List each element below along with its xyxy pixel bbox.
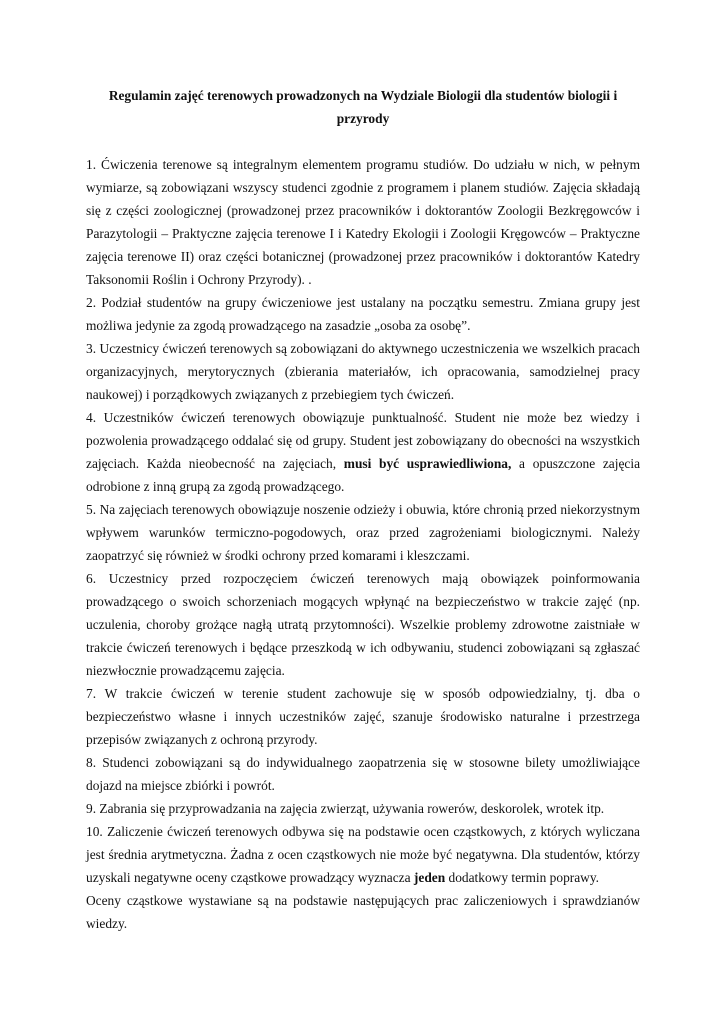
- paragraph-7: 7. W trakcie ćwiczeń w terenie student zachowuje się w sposób odpowiedzialny, tj. dba o bezpieczeństwo własne i innych uczestników zajęć, szanuje środowisko naturalne i przestrzega przepisów związanych z ochroną przyrody.: [86, 686, 640, 747]
- document-title: [86, 84, 640, 130]
- title-line-2: przyrody: [336, 111, 390, 126]
- paragraph-5: 5. Na zajęciach terenowych obowiązuje noszenie odzieży i obuwia, które chronią przed niekorzystnym wpływem warunków termiczno-pogodowych, oraz przed zagrożeniami biologicznymi. Należy zaopatrzyć się również w środki ochrony przed komarami i kleszczami.: [86, 502, 640, 563]
- paragraph-8: 8. Studenci zobowiązani są do indywidualnego zaopatrzenia się w stosowne bilety umożliwiające dojazd na miejsce zbiórki i powrót.: [86, 755, 640, 793]
- paragraph-10-text-end: dodatkowy termin poprawy.: [445, 870, 600, 885]
- paragraph-4-text-start: 4. Uczestników ćwiczeń terenowych obowiązuje punktualność. Student nie może bez wiedzy i pozwolenia prowadzącego oddalać się od grupy. Student jest zobowiązany do obecności na wszystkich zajęciach. Każda nieobecność na zajęciach,: [86, 410, 640, 471]
- paragraph-11: Oceny cząstkowe wystawiane są na podstawie następujących prac zaliczeniowych i sprawdzianów wiedzy.: [86, 893, 640, 931]
- paragraph-4-emphasis: musi być usprawiedliwiona,: [343, 456, 512, 471]
- paragraph-10: [86, 820, 640, 889]
- paragraph-9: 9. Zabrania się przyprowadzania na zajęcia zwierząt, używania rowerów, deskorolek, wrotek itp.: [86, 801, 605, 816]
- paragraph-4-text-end: a opuszczone zajęcia odrobione z inną grupą za zgodą prowadzącego.: [86, 456, 641, 494]
- paragraph-4: [86, 406, 640, 498]
- paragraph-3: 3. Uczestnicy ćwiczeń terenowych są zobowiązani do aktywnego uczestniczenia we wszelkich pracach organizacyjnych, merytorycznych (zbierania materiałów, ich opracowania, samodzielnej pracy naukowej) i porządkowych związanych z przebiegiem tych ćwiczeń.: [86, 341, 640, 402]
- paragraph-10-emphasis: jeden: [413, 870, 446, 885]
- paragraph-2: 2. Podział studentów na grupy ćwiczeniowe jest ustalany na początku semestru. Zmiana grupy jest możliwa jedynie za zgodą prowadzącego na zasadzie „osoba za osobę”.: [86, 295, 640, 333]
- paragraph-1: 1. Ćwiczenia terenowe są integralnym elementem programu studiów. Do udziału w nich, w pełnym wymiarze, są zobowiązani wszyscy studenci zgodnie z programem i planem studiów. Zajęcia składają się z części zoologicznej (prowadzonej przez pracowników i doktorantów Zoologii Bezkręgowców i Parazytologii – Praktyczne zajęcia terenowe I i Katedry Ekologii i Zoologii Kręgowców – Praktyczne zajęcia terenowe II) oraz części botanicznej (prowadzonej przez pracowników i doktorantów Katedry Taksonomii Roślin i Ochrony Przyrody). .: [86, 157, 640, 287]
- title-line-1: Regulamin zajęć terenowych prowadzonych na Wydziale Biologii dla studentów biologii i: [108, 88, 618, 103]
- paragraph-10-text-start: 10. Zaliczenie ćwiczeń terenowych odbywa się na podstawie ocen cząstkowych, z których wyliczana jest średnia arytmetyczna. Żadna z ocen cząstkowych nie może być negatywna. Dla studentów, którzy uzyskali negatywne oceny cząstkowe prowadzący wyznacza: [86, 824, 640, 885]
- paragraph-6: 6. Uczestnicy przed rozpoczęciem ćwiczeń terenowych mają obowiązek poinformowania prowadzącego o swoich schorzeniach mogących wpłynąć na bezpieczeństwo w trakcie zajęć (np. uczulenia, choroby grożące nagłą utratą przytomności). Wszelkie problemy zdrowotne zaistniałe w trakcie ćwiczeń terenowych i będące przeszkodą w ich odbywaniu, studenci zobowiązani są zgłaszać niezwłocznie prowadzącemu zajęcia.: [86, 571, 640, 678]
